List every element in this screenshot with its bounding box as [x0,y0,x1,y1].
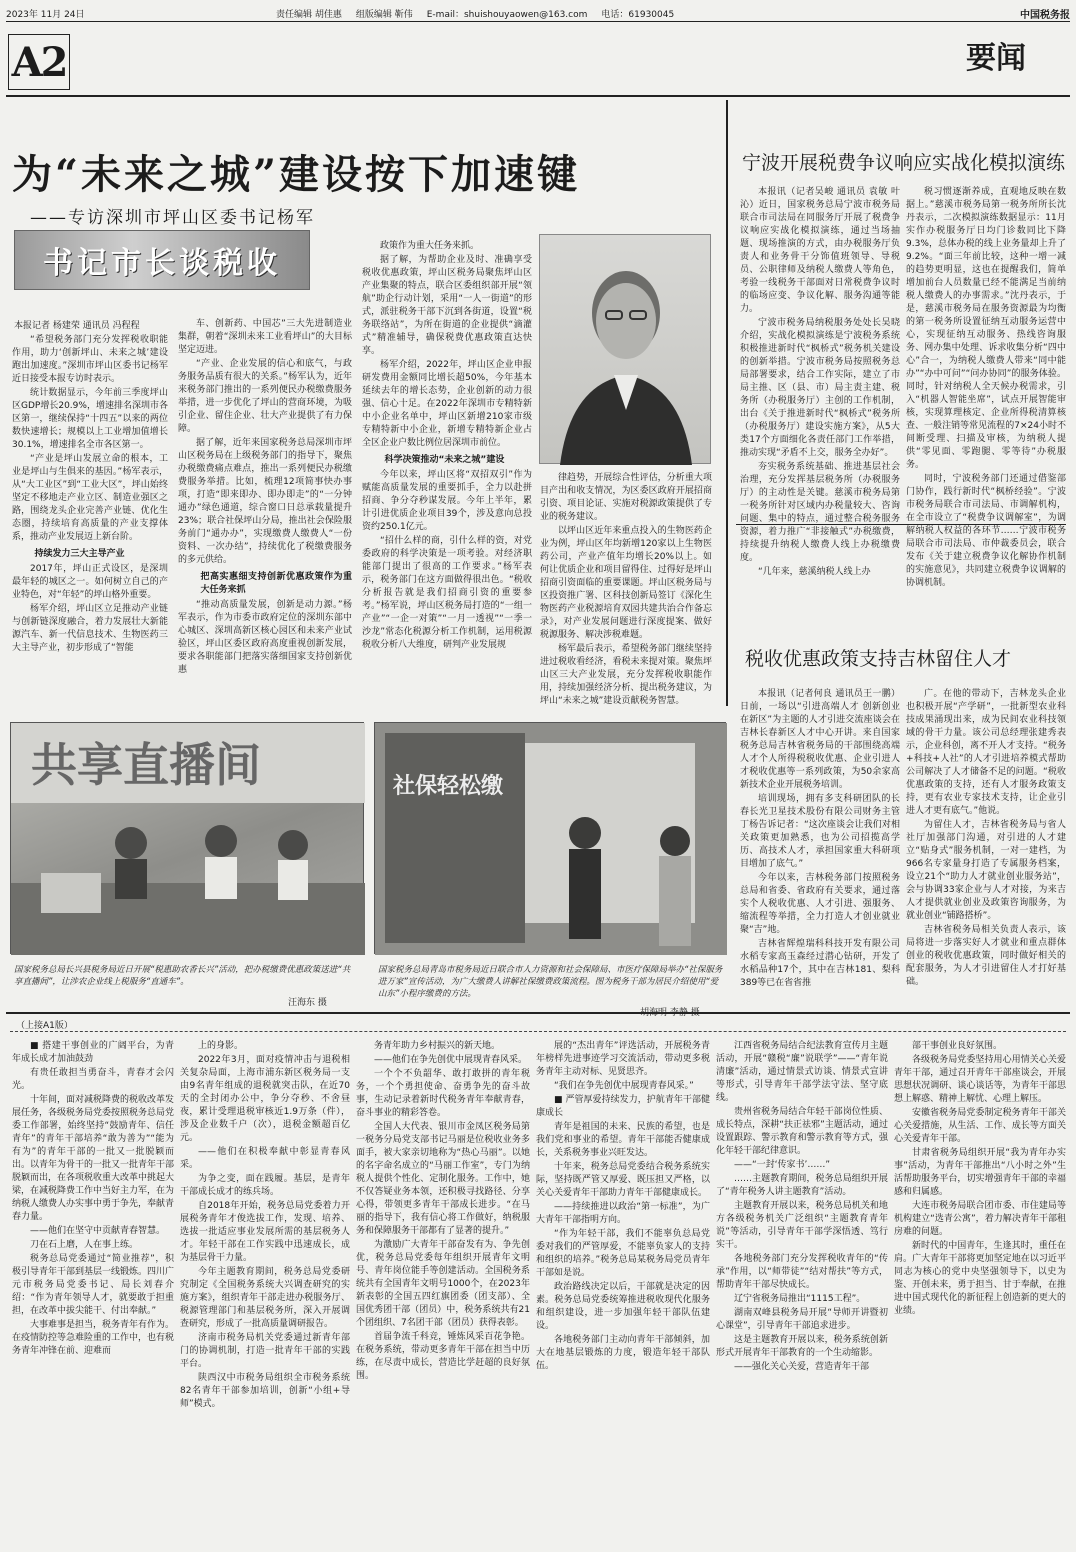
header-rule [6,95,1070,97]
paragraph: 为争之变，面在践履。基层，是青年干部成长成才的练兵场。 [180,1174,350,1197]
paragraph: 本报讯（记者吴峻 通讯员 袁敏 叶沁）近日，国家税务总局宁波市税务局联合市司法局在同服务厅开展了税费争议响应实战化模拟演练，通过当场抽题、现场推演的方式，由办税服务厅负责人和业务骨干分饰值班领导、导税员、公职律师及纳税人缴费人等角色，考验一线税务干部面对日常税费争议时的临场应变、争议化解、服务沟通等能力。 [740,187,900,314]
social-insurance-photo [374,722,726,954]
contact-email: E-mail：shuishouyaowen@163.com [426,10,588,20]
paragraph: 贵州省税务局结合年轻干部岗位性质、成长特点，深耕“扶正祛邪”主题活动，通过设置跟踪、警示教育和警示教育等方式，强化年轻干部纪律意识。 [716,1107,888,1156]
subhead: 持续发力三大主导产业 [34,549,125,559]
paragraph: 有贵任敢担当勇奋斗，青春才会闪光。 [12,1068,174,1091]
paragraph: 同时，宁波税务部门还通过借鉴部门协作，践行新时代“枫桥经验”。宁波市税务局联合市司法局、市调解机构，在全市设立了“税费争议调解室”，为调解纳税人权益的各环节……宁波市税务局联合市司法局、市仲裁委员会，联合发布《关于建立税费争议化解协作机制的实施意见》，共同建立税费争议调解的协调机制。 [906,474,1066,588]
story2-headline: 宁波开展税费争议响应实战化模拟演练 [742,152,1066,174]
paragraph: “产业是坪山发展立命的根本，工业是坪山与生俱来的基因。”杨军表示，从“大工业区”到“工业大区”，坪山始终坚定不移地走产业立区、制造业强区之路，围绕龙头企业完善产业链、优化生态圈，持续培育高质量的产业支撑体系，推动产业发展迈上新台阶。 [12,454,168,542]
paragraph: 以坪山区近年来重点投入的生物医药企业为例，坪山区年均新增120家以上生物医药公司，产业产值年均增长20%以上。如何让优质企业和项目留得住、过得好是坪山招商引资面临的重要课题。坪山区税务局与区投资推广署、区科技创新局签订《深化生物医药产业税源培育双园共建共治合作备忘录》，对产业发展问题进行深度提案、做好税源服务、解决涉税难题。 [540,526,712,640]
paragraph: 大事难事是担当，税务青年有作为。在疫情防控等急难险重的工作中，也有税务青年冲锋在前、迎难而 [12,1320,175,1356]
paragraph: 宁波市税务局纳税服务处处长吴晓介绍，实战化模拟演练是宁波税务系统积极推进新时代“枫桥式”税务机关建设的创新举措。宁波市税务局按照税务总局部署要求，结合工作实际，建立了市局主推、区（县、市）局主责主建、税务所（办税服务厅）主创的工作机制，出台《关于推进新时代“枫桥式”税务所（办税服务厅）建设实施方案》，从5大类17个方面细化各责任部门工作举措，推动实现“矛盾不上交，服务全办好”。 [740,318,900,458]
paragraph: 青年是祖国的未来、民族的希望，也是我们党和事业的希望。青年干部能否健康成长，关系税务事业兴旺发达。 [536,1122,710,1158]
paragraph: 车、创新药、中国芯”三大先进制造业集群，朝着“深圳未来工业看坪山”的大目标坚定迈进。 [178,319,352,355]
paragraph: 杨军介绍，坪山区立足推动产业链与创新链深度融合，着力发展壮大新能源汽车、新一代信息技术、生物医药三大主导产业，初步形成了“智能 [12,604,168,653]
editor-credit: 责任编辑 胡佳惠 [276,10,342,20]
paragraph: 各级税务局党委坚持用心用情关心关爱青年干部，通过召开青年干部座谈会，开展思想状况调研、谈心谈话等，为青年干部思想上解惑、精神上解忧、心理上解压。 [894,1055,1066,1104]
paragraph: 今年以来，坪山区将“双招双引”作为赋能高质量发展的重要抓手，全力以赴拼招商、争分夺秒谋发展。今年上半年，累计引进优质企业项目39个，涉及意向总投资约250.1亿元。 [362,470,532,532]
column-banner: 书记市长谈税收 [14,230,310,290]
paragraph: 政治路线决定以后，干部就是决定的因素。税务总局党委统筹推进税收现代化服务和组织建设，进一步加强年轻干部队伍建设。 [536,1282,710,1331]
paragraph: 杨军介绍，2022年，坪山区企业申报研发费用金额同比增长超50%，今年基本延续去年的增长态势，企业创新的动力很强、信心十足。在2022年深圳市专精特新中小企业名单中，坪山区新增210家市级专精特新中小企业，新增专精特新企业占全区企业户数比例位居深圳市前位。 [362,360,532,448]
paragraph: 各地税务部门主动向青年干部倾斜，加大在地基层锻炼的力度，锻造年轻干部队伍。 [536,1335,710,1371]
story-divider [736,524,1066,525]
lower-divider [10,1031,1066,1032]
paragraph: 安徽省税务局党委制定税务青年干部关心关爱措施，从生活、工作、成长等方面关心关爱青年干部。 [894,1108,1066,1144]
paragraph: 自2018年开始，税务总局党委着力开展税务青年才俊选拔工作，发现、培养、选拔一批适应事业发展所需的基层税务人才。年轻干部在工作实践中迅速成长，成为基层骨干力量。 [180,1201,350,1263]
paragraph: ■ 搭建干事创业的广阔平台，为青年成长成才加油鼓劲 [12,1041,174,1064]
column-rule [726,100,728,706]
paragraph: ——他们在坚守中贡献青春智慧。 [30,1226,166,1236]
paragraph: 税务总局党委通过“简业推荐”，积极引导青年干部到基层一线锻炼。四川广元市税务局党委书记、局长刘春介绍：“作为青年领导人才，就要敢于担重担，在改革中拔尖能干、付出奉献。” [12,1254,175,1316]
portrait-photo [539,234,711,464]
paragraph: 据了解，为帮助企业及时、准确享受税收优惠政策，坪山区税务局聚焦坪山区产业集聚的特点，联合区委组织部开展“领航”助企行动计划，采用“一人一街道”的形式，派驻税务干部下沉到各街道，设置“税务联络站”，为所在街道的企业提供“滴灌式”精准辅导，确保税费优惠政策直达快享。 [362,255,532,356]
subhead: 科学决策推动“未来之城”建设 [384,455,505,465]
paragraph: “希望税务部门充分发挥税收职能作用，助力‘创新坪山、未来之城’建设跑出加速度。”深圳市坪山区委书记杨军近日接受本报专访时表示。 [12,335,168,384]
paragraph: “招什么样的商，引什么样的资，对党委政府的科学决策是一项考验。对经济职能部门提出了很高的工作要求。”杨军表示，税务部门在这方面做得很出色。“税收分析报告就是我们招商引资的重要参考。”杨军说，坪山区税务局打造的“一组一产业”“一企一对策”“一月一透视”“一季一沙龙”常态化税源分析工作机制，运用税源税收分析八大维度，研判产业发展规 [362,536,532,650]
main-col-3 [362,240,532,706]
lower-col-2 [180,1040,350,1546]
paragraph: 夯实税务系统基础、推进基层社会治理，充分发挥基层税务所（办税服务厅）的主动性是关键。慈溪市税务局第一税务所针对区域内办税量较大、咨询问题、集中的特点，通过整合税务服务资源，着力推广“非接触式”办税缴费，持续提升纳税人缴费人线上办税缴费度。 [740,462,900,563]
paragraph: 济南市税务局机关党委通过新青年部门的协调机制，打造一批青年干部的实践平台。 [180,1333,350,1369]
main-col-2 [178,318,352,706]
paragraph: ——他们在积极奉献中彰显青春风采。 [180,1147,350,1170]
paragraph: 吉林省辉煌瑞科科技开发有限公司水稻专家高玉森经过潜心钻研，开发了水稻品种17个，其中在吉林181、梨科389等已在省省推 [740,939,900,988]
paragraph: 律趋势，开展综合性评估，分析重大项目产出和收支情况，为区委区政府开展招商引资、项目论证、实施对税源政策提供了专业的税务建议。 [540,473,712,522]
paragraph: 甘肃省税务局组织开展“我为青年办实事”活动，为青年干部推出“八小时之外”生活帮助服务平台，切实增强青年干部的幸福感和归属感。 [894,1148,1066,1197]
paragraph: 全国人大代表、银川市金凤区税务局第一税务分局党支部书记马丽是位税收业务多面手，被大家亲切地称为“热心马丽”。以她的名字命名成立的“马丽工作室”，专门为纳税人提供个性化、定制化服务。工作中，她不仅答疑业务本领，还积极寻找路径、分享心得，带领更多青年干部成长进步。“在马丽的指导下，我有信心将工作做好，纳税服务和保障服务干部都有了显著的提升。” [356,1122,530,1236]
paragraph: 务青年助力乡村振兴的新天地。 [374,1041,501,1051]
paragraph: 湖南双峰县税务局开展“导师开讲暨初心课堂”，引导青年干部追求进步。 [716,1308,888,1331]
photo1-caption: 国家税务总局长兴县税务局近日开展“税惠助农香长兴”活动，把办税缴费优惠政策送进“共享直播间”，让涉农企业线上税服务“直通车”。 [14,965,351,987]
paragraph: 政策作为重大任务来抓。 [380,241,480,251]
paragraph: 2022年3月，面对疫情冲击与退税相关复杂局面，上海市浦东新区税务局一支由9名青年组成的退税就突击队，在近70天的全封闭办公中，争分夺秒、不舍昼夜，累计受理退税审核近1.9万条（件），涉及企业数千户（次），退税金额超百亿元。 [180,1055,350,1143]
paragraph: 陕西汉中市税务局组织全市税务系统82名青年干部参加培训，创新“小组+导师”模式。 [180,1373,350,1409]
main-subtitle: ——专访深圳市坪山区委书记杨军 [30,208,315,228]
paragraph: 今年以来，吉林税务部门按照税务总局和省委、省政府有关要求，通过落实个人税收优惠、人才引进、强服务、缩流程等举措，全力打造人才创业就业聚“吉”地。 [740,873,900,935]
paragraph: “产业、企业发展的信心和底气，与政务服务品质有很大的关系。”杨军认为，近年来税务部门推出的一系列便民办税缴费服务举措，进一步优化了坪山的营商环境，为吸引企业、留住企业、壮大产业提供了有力保障。 [178,359,352,434]
continued-note: （上接A1版） [16,1021,73,1031]
paragraph: ——持续推进以政治“第一标准”，为广大青年干部指明方向。 [536,1202,710,1225]
paragraph: 今年主题教育期间，税务总局党委研究制定《全国税务系统大兴调查研究的实施方案》，组织青年干部走进办税服务厅、税源管理部门和基层税务所，深入开展调查研究，形成了一批高质量调研报告。 [180,1267,350,1329]
paragraph: 这是主题教育开展以来，税务系统创新形式开展青年干部教育的一个生动缩影。 [716,1335,888,1358]
paragraph: 税习惯逐渐养成，直观地反映在数据上。”慈溪市税务局第一税务所所长沈丹表示，二次模拟演练数据显示：11月实作办税服务厅日均门诊数同比下降9.3%，总体办税的线上业务量却上升了9.2%。“面三年前比较，这种一增一减的趋势更明显，这也在提醒我们，简单增加前台人员数量已经不能满足当前纳税人缴费人的办事需求。”沈丹表示，于是，慈溪市税务局在服务资源最为均衡的第一税务所设置征纳互动服务运营中心，实现征纳互动服务、热线咨询服务、网办集中处理、诉求收集分析“四中心”合一，为纳税人缴费人带来“同中能办”“办中可问”“问办协同”的服务体验。同时，针对纳税人全天候办税需求，引入“机器人智能坐席”，试点开展智能审核，实现算理核定、企业所得税清算核查、一般注销等常见流程的7×24小时不间断受理、扫描及审核，为纳税人提供“零见面、零跑腿、零等待”办税服务。 [906,187,1066,470]
paragraph: 本报讯（记者何良 通讯员王一鹏）日前，一场以“引进高端人才 创新创业在新区”为主题的人才引进交流座谈会在吉林长春新区人才中心开讲。来自国家税务总局吉林省税务局的干部围绕高端人才个人所得税税收优惠、企业引进人才税收优惠等一系列政策，为50余家高新技术企业开展税务培训。 [740,689,900,790]
paragraph: 部干事创业良好氛围。 [912,1041,1003,1051]
paragraph: ■ 严管厚爱持续发力，护航青年干部健康成长 [536,1095,710,1118]
lower-col-6 [894,1040,1066,1546]
paragraph: 首届争流千科竞，锤炼风采百花争艳。在税务系统，带动更多青年干部在担当中历练，在尽责中成长，营造比学赶超的良好氛围。 [356,1332,530,1381]
subhead: 把高实惠细支持创新优惠政策作为重大任务来抓 [200,572,352,595]
paragraph: ——他们在争先创优中展现青春风采。 [374,1055,528,1065]
top-bar [6,6,1070,22]
insurance-sign: 社保轻松缴 [393,774,504,799]
paragraph: 上的身影。 [198,1041,244,1051]
lower-col-3 [356,1040,530,1546]
livestream-photo [10,722,364,954]
issue-date: 2023年 11月 24日 [6,10,85,20]
story3-headline: 税收优惠政策支持吉林留住人才 [745,648,1012,670]
paragraph: “作为年轻干部，我们不能辜负总局党委对我们的严管厚爱，不能辜负家人的支持和组织的培养。”税务总局某税务局党员青年干部如是说。 [536,1229,710,1278]
main-headline: 为“未来之城”建设按下加速键 [12,151,581,198]
story3-col-1 [740,688,900,1004]
main-col-1 [12,334,168,706]
paragraph: ……主题教育期间，税务总局组织开展了“青年税务人讲主题教育”活动。 [716,1174,888,1197]
lower-col-1 [12,1040,174,1546]
paragraph: 为留住人才，吉林省税务局与省人社厅加强部门沟通，对引进的人才建立“贴身式”服务机制，一对一建档，为966名专家量身打造了专属服务档案，设立21个“助力人才就业创业服务站”，会与协调33家企业与人才对接，为来吉人才提供就业创业及政策咨询服务，为就业创业“铺路搭桥”。 [906,820,1066,921]
paragraph: 统计数据显示，今年前三季度坪山区GDP增长20.9%，增速排名深圳市各区第一，继续保持“十四五”以来的两位数快速增长；规模以上工业增加值增长30.1%，增速排名全市各区第一。 [12,388,168,450]
paragraph: “推动高质量发展，创新是动力源。”杨军表示，作为市委市政府定位的深圳东部中心城区、深圳高新区核心园区和未来产业试验区，坪山区委区政府高度重视创新发展，要求各职能部门把落实落细国家支持创新优惠 [178,600,352,675]
photo2-caption: 国家税务总局青岛市税务局近日联合市人力资源和社会保障局、市医疗保障局举办“社保服务进万家”宣传活动，为广大缴费人讲解社保缴费政策流程。图为税务干部为居民介绍使用“爱山东”小程序缴费的方法。 [378,965,723,999]
paragraph: 各地税务部门充分发挥税收青年的“传承”作用，以“师带徒”“结对帮扶”等方式，帮助青年干部尽快成长。 [716,1254,888,1290]
paragraph: “几年来，慈溪纳税人线上办 [758,567,871,577]
lower-col-4 [536,1040,710,1546]
paragraph: 杨军最后表示，希望税务部门继续坚持进过税收看经济，看税未来提对策。聚焦坪山区三大产业发展，充分发挥税收职能作用，持续加强经济分析、提出税务建议，为坪山“未来之城”建设贡献税务智慧。 [540,644,712,706]
livestream-sign: 共享直播间 [31,738,261,792]
masthead-meta [276,7,1020,20]
main-col-4 [540,472,712,706]
paragraph: 大连市税务局联合团市委、市住建局等机构建立“选青公寓”，着力解决青年干部租房难的问题。 [894,1201,1066,1237]
story2-col-2 [906,186,1066,588]
paragraph: 辽宁省税务局推出“1115工程”。 [734,1294,866,1304]
main-byline: 本报记者 杨建荣 通讯员 冯程程 [14,321,140,331]
photo1-credit: 汪海东 摄 [288,998,327,1008]
paragraph: 新时代的中国青年，生逢其时，重任在肩。广大青年干部将更加坚定地在以习近平同志为核心的党中央坚强领导下，以史为鉴、开创未来，勇于担当、甘于奉献，在推进中国式现代化的新征程上创造新的更大的业绩。 [894,1241,1066,1316]
paragraph: 培训现场，拥有多支科研团队的长春长光卫星技术股份有限公司财务主管丁杨告诉记者：“这次座谈会让我们对相关政策更加熟悉，也为公司招揽高学历、高技术人才，承担国家重大科研项目增加了底气。” [740,794,900,869]
paragraph: 为激励广大青年干部奋发有为、争先创优，税务总局党委每年组织开展青年文明号、青年岗位能手等创建活动。全国税务系统共有全国青年文明号1000个，在2023年新表彰的全国五四红旗团委（团支部）、全国优秀团干部（团员）中，税务系统共有21个团组织、7名团干部（团员）获得表彰。 [356,1240,530,1328]
paragraph: ——强化关心关爱，营造青年干部 [734,1362,870,1372]
layout-credit: 组版编辑 靳伟 [355,10,413,20]
lower-rule [6,1012,1070,1014]
paragraph: 一个个不负韶华、敢打敢拼的青年税务，一个个勇担使命、奋勇争先的奋斗故事，生动记录着新时代税务青年奉献青春，奋斗事业的精彩答卷。 [356,1069,530,1118]
paragraph: “我们在争先创优中展现青春风采。” [554,1081,694,1091]
paragraph: 十年间，面对减税降费的税收改革发展任务，各级税务局党委按照税务总局党委工作部署，始终坚持“鼓励青年、信任青年”的青年干部培养“敢为善为”“能为有为”的青年干部的一批又一批脱颖而出。以青年为骨干的一批又一批青年干部脱颖而出，在各项税收重大改革中挑起大梁，在减税降费工作中当好主力军，在为纳税人缴费人办实事中勇于争先，奉献青春力量。 [12,1095,175,1222]
paragraph: 展的“杰出青年”评选活动，开展税务青年榜样先进事迹学习交流活动，带动更多税务青年主动对标、见贤思齐。 [536,1041,710,1077]
story3-col-2 [906,688,1066,1004]
paragraph: 十年来，税务总局党委结合税务系统实际，坚持既严管又厚爱、既压担又严格，以关心关爱青年干部助力青年干部健康成长。 [536,1162,710,1198]
paragraph: 江西省税务局结合纪法教育宣传月主题活动，开展“赣税“廉”说联学”——“青年说清廉”活动，通过情景式访谈、情景式宣讲等形式，引导青年干部学法守法、坚守底线。 [716,1041,888,1103]
paper-name: 中国税务报 [1020,10,1070,21]
paragraph: 吉林省税务局相关负责人表示，该局将进一步落实好人才就业和重点群体创业的税收优惠政策，同时做好相关的配套服务，为人才引进留住人才打好基础。 [906,925,1066,987]
paragraph: 刀在石上磨，人在事上练。 [30,1240,139,1250]
paragraph: 据了解，近年来国家税务总局深圳市坪山区税务局在上级税务部门的指导下，聚焦办税缴费痛点难点，推出一系列便民办税缴费服务举措。比如，梳理12项简事快办事项，打造“即来即办、即办即走”的“一分钟通办”绿色通道，综合窗口日总承载量提升23%；联合社保坪山分局，推出社会保险服务前门“通办办”，实现缴费人缴费人“一份资料、一次办结”，持续优化了税缴费服务的多元供给。 [178,438,352,565]
lower-col-5 [716,1040,888,1546]
contact-phone: 电话：61930045 [601,10,675,20]
paragraph: 主题教育开展以来，税务总局机关和地方各级税务机关广泛组织“主题教育青年说”等活动，引导青年干部学深悟透、笃行实干。 [716,1201,888,1250]
paragraph: ——“一封‘传家书’……” [734,1160,831,1170]
section-title: 要闻 [966,41,1026,76]
paragraph: 广。在他的带动下，吉林龙头企业也积极开展“产学研”，一批新型农业科技成果涌现出来，成为民间农业科技领域的骨干力量。该公司总经理张建秀表示，企业科创，离不开人才支持。“税务+科技+人社”的人才引进培养模式帮助公司解决了人才储备不足的问题。“税收优惠政策的支持，还有人才服务政策支持，更有农业专家技术支持，让企业引进人才更有底气。”他说。 [906,689,1066,816]
page-number: A2 [8,34,70,90]
paragraph: 2017年，坪山正式设区，是深圳最年轻的城区之一。如何树立自己的产业特色，对“年轻”的坪山格外重要。 [12,564,168,600]
story2-col-1 [740,186,900,577]
